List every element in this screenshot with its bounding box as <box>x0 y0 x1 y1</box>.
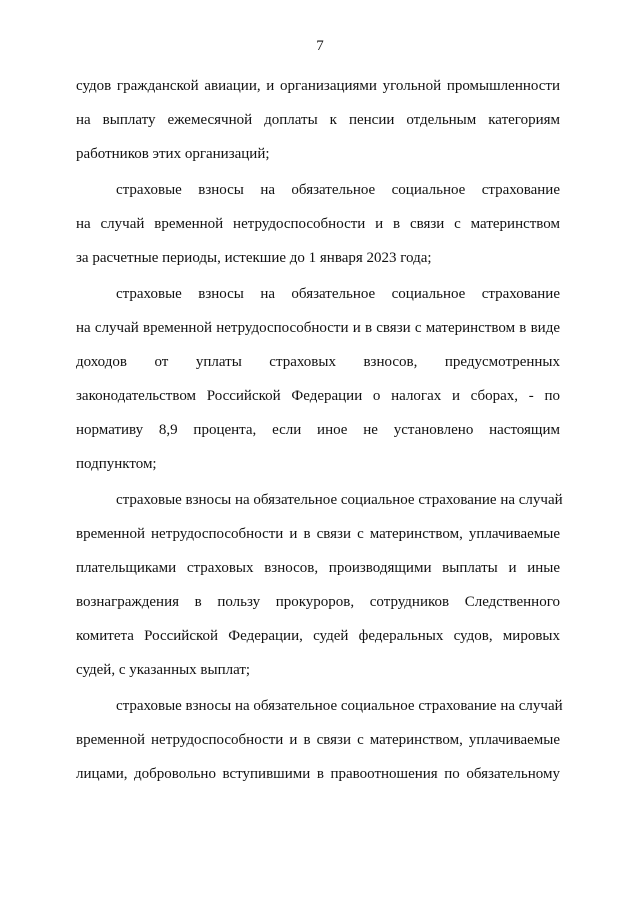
paragraph-2-line-1: страховые взносы на обязательное социальное страхование <box>116 182 560 198</box>
paragraph-3-line-5: нормативу 8,9 процента, если иное не установлено настоящим <box>76 422 560 438</box>
paragraph-3-line-3: доходов от уплаты страховых взносов, предусмотренных <box>76 354 560 370</box>
paragraph-1-line-2: на выплату ежемесячной доплаты к пенсии отдельным категориям <box>76 112 560 128</box>
paragraph-4-line-2: временной нетрудоспособности и в связи с материнством, уплачиваемые <box>76 526 560 542</box>
paragraph-1-line-1: судов гражданской авиации, и организациями угольной промышленности <box>76 78 560 94</box>
paragraph-3-line-1: страховые взносы на обязательное социальное страхование <box>116 286 560 302</box>
paragraph-3-line-2: на случай временной нетрудоспособности и в связи с материнством в виде <box>76 320 560 336</box>
paragraph-4-line-6: судей, с указанных выплат; <box>76 662 251 678</box>
paragraph-3-line-6: подпунктом; <box>76 456 157 472</box>
paragraph-5-line-3: лицами, добровольно вступившими в правоотношения по обязательному <box>76 766 560 782</box>
paragraph-4-line-5: комитета Российской Федерации, судей федеральных судов, мировых <box>76 628 560 644</box>
paragraph-5-line-2: временной нетрудоспособности и в связи с материнством, уплачиваемые <box>76 732 560 748</box>
paragraph-2-line-3: за расчетные периоды, истекшие до 1 января 2023 года; <box>76 250 432 266</box>
paragraph-4-line-4: вознаграждения в пользу прокуроров, сотрудников Следственного <box>76 594 560 610</box>
paragraph-5-line-1: страховые взносы на обязательное социальное страхование на случай <box>116 698 563 714</box>
paragraph-1-line-3: работников этих организаций; <box>76 146 270 162</box>
paragraph-4-line-1: страховые взносы на обязательное социальное страхование на случай <box>116 492 563 508</box>
paragraph-4-line-3: плательщиками страховых взносов, производящими выплаты и иные <box>76 560 560 576</box>
paragraph-3-line-4: законодательством Российской Федерации о налогах и сборах, - по <box>76 388 560 404</box>
page-number: 7 <box>316 38 324 54</box>
paragraph-2-line-2: на случай временной нетрудоспособности и в связи с материнством <box>76 216 560 232</box>
